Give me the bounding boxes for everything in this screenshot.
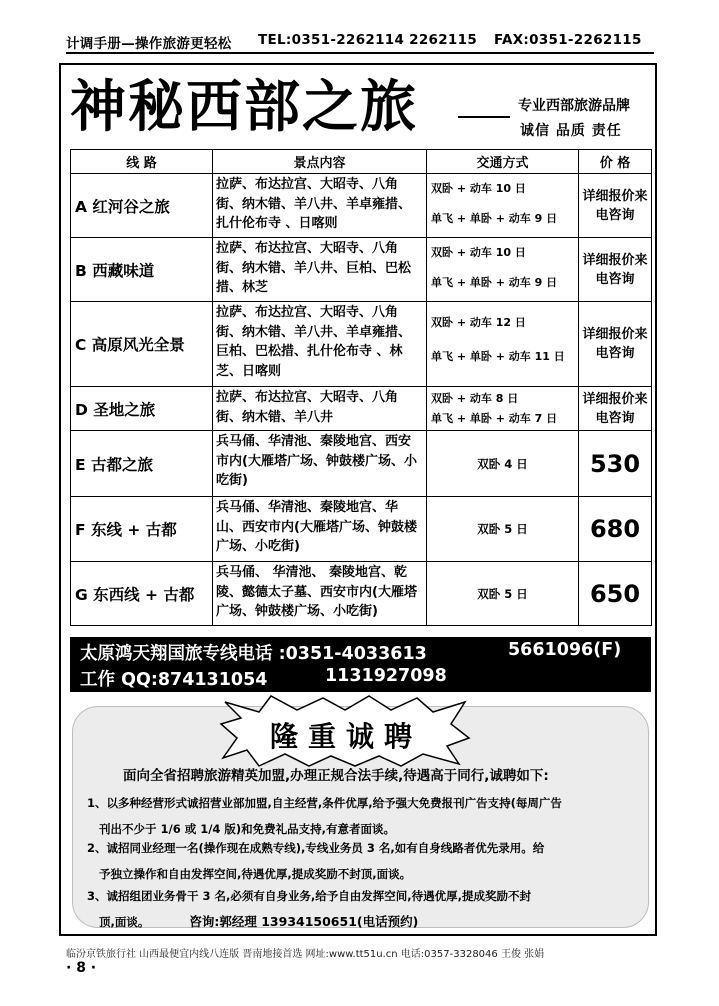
price-text: 详细报价来电咨询 xyxy=(582,327,648,361)
transport-option-1: 双卧 + 动车 10 日 xyxy=(431,182,526,195)
route-transport: 双卧 5 日 xyxy=(427,497,579,562)
page-header xyxy=(66,32,654,54)
route-price xyxy=(579,238,652,302)
route-name: D 圣地之旅 xyxy=(71,387,213,431)
header-divider xyxy=(66,52,654,54)
col-header-price: 价 格 xyxy=(579,150,652,174)
table-row xyxy=(71,562,652,626)
brand-slogan-1: 专业西部旅游品牌 xyxy=(518,98,630,114)
route-spots: 拉萨、布达拉宫、大昭寺、八角街、纳木错、羊八井、羊卓雍措、巨柏、巴松措、扎什伦布寺 、林芝、日喀则 xyxy=(213,302,427,387)
route-spots: 兵马俑、 华清池、 秦陵地宫、乾陵、懿德太子墓、西安市内(大雁塔广场、钟鼓楼广场、小吃街) xyxy=(213,562,427,626)
route-name: F 东线 + 古都 xyxy=(71,497,213,562)
hotline-qq-2: 1131927098 xyxy=(325,666,447,686)
table-row xyxy=(71,387,652,431)
transport-option-1: 双卧 + 动车 8 日 xyxy=(431,392,519,405)
route-spots: 兵马俑、华清池、秦陵地宫、华山、西安市内(大雁塔广场、钟鼓楼广场、小吃街) xyxy=(213,497,427,562)
price-number: 530 xyxy=(589,449,641,478)
table-row xyxy=(71,302,652,387)
table-header-row xyxy=(71,150,652,174)
route-transport xyxy=(427,387,579,431)
recruit-item-line: 予独立操作和自由发挥空间,待遇优厚,提成奖励不封顶,面谈。 xyxy=(99,867,412,881)
table-row xyxy=(71,238,652,302)
hotline-phone: 太原鸿天翔国旅专线电话 :0351-4033613 xyxy=(80,644,427,664)
transport-option-2: 单飞 + 单卧 + 动车 7 日 xyxy=(431,412,558,425)
transport-option-2: 单飞 + 单卧 + 动车 9 日 xyxy=(431,212,558,225)
transport-option-2: 单飞 + 单卧 + 动车 9 日 xyxy=(431,276,558,289)
route-transport: 双卧 4 日 xyxy=(427,431,579,497)
route-name: E 古都之旅 xyxy=(71,431,213,497)
brand-slogan-2: 诚信 品质 责任 xyxy=(520,123,622,139)
route-name: G 东西线 + 古都 xyxy=(71,562,213,626)
route-spots: 兵马俑、华清池、秦陵地宫、西安市内(大雁塔广场、钟鼓楼广场、小吃街) xyxy=(213,431,427,497)
route-name: A 红河谷之旅 xyxy=(71,174,213,238)
hotline-banner xyxy=(70,637,651,692)
routes-table xyxy=(70,149,652,626)
recruit-item-line: 1、以多种经营形式诚招营业部加盟,自主经营,条件优厚,给予强大免费报刊广告支持(每周广告 xyxy=(87,796,562,810)
recruit-item-line: 3、诚招组团业务骨干 3 名,必须有自身业务,给予自由发挥空间,待遇优厚,提成奖励不封 xyxy=(87,889,531,903)
route-transport xyxy=(427,174,579,238)
route-name: B 西藏味道 xyxy=(71,238,213,302)
route-price xyxy=(579,431,652,497)
recruit-item-3 xyxy=(87,883,531,935)
recruit-title: 隆重诚聘 xyxy=(269,720,422,753)
transport-option-1: 双卧 + 动车 12 日 xyxy=(431,316,526,329)
hotline-qq: 工作 QQ:874131054 xyxy=(80,670,268,690)
recruit-intro: 面向全省招聘旅游精英加盟,办理正规合法手续,待遇高于同行,诚聘如下: xyxy=(123,768,549,784)
route-price xyxy=(579,174,652,238)
price-text: 详细报价来电咨询 xyxy=(582,391,648,426)
col-header-spots: 景点内容 xyxy=(213,150,427,174)
recruit-contact: 咨询:郭经理 13934150651(电话预约) xyxy=(189,914,419,929)
header-tel: TEL:0351-2262114 2262115 xyxy=(258,32,478,48)
transport-option-1: 双卧 + 动车 10 日 xyxy=(431,246,526,259)
route-name: C 高原风光全景 xyxy=(71,302,213,387)
route-transport xyxy=(427,238,579,302)
price-number: 680 xyxy=(589,515,641,543)
title-dash xyxy=(458,116,510,118)
route-spots: 拉萨、布达拉宫、大昭寺、八角街、纳木错、羊八井、羊卓雍措、扎什伦布寺 、日喀则 xyxy=(213,174,427,238)
recruit-item-line: 2、诚招同业经理一名(操作现在成熟专线),专线业务员 3 名,如有自身线路者优先录用。给 xyxy=(87,841,545,855)
recruit-item-2 xyxy=(87,835,544,887)
header-title: 计调手册—操作旅游更轻松 xyxy=(66,36,232,52)
recruit-item-line xyxy=(87,909,531,935)
route-spots: 拉萨、布达拉宫、大昭寺、八角街、纳木错、羊八井 xyxy=(213,387,427,431)
brand-title: 神秘西部之旅 xyxy=(70,74,418,140)
route-transport: 双卧 5 日 xyxy=(427,562,579,626)
route-price xyxy=(579,562,652,626)
table-row xyxy=(71,174,652,238)
col-header-transport: 交通方式 xyxy=(427,150,579,174)
table-row xyxy=(71,497,652,562)
price-text: 详细报价来电咨询 xyxy=(582,188,648,223)
route-price xyxy=(579,497,652,562)
footer-ad: 临汾京铁旅行社 山西最便宜内线八连版 晋南地接首选 网址:www.tt51u.cn 电话:0357-3328046 王俊 张娟 xyxy=(66,949,545,960)
route-price xyxy=(579,387,652,431)
transport-option-2: 单飞 + 单卧 + 动车 11 日 xyxy=(431,350,565,363)
col-header-route: 线 路 xyxy=(71,150,213,174)
header-fax: FAX:0351-2262115 xyxy=(494,32,642,48)
table-row xyxy=(71,431,652,497)
recruit-item-line-text: 顶,面谈。 xyxy=(99,915,150,929)
route-spots: 拉萨、布达拉宫、大昭寺、八角街、纳木错、羊八井、巨柏、巴松措、林芝 xyxy=(213,238,427,302)
route-price xyxy=(579,302,652,387)
route-transport xyxy=(427,302,579,387)
page-number: · 8 · xyxy=(66,960,97,976)
hotline-fax: 5661096(F) xyxy=(508,640,622,660)
recruit-item-line: 刊出不少于 1/6 或 1/4 版)和免费礼品支持,有意者面谈。 xyxy=(99,822,396,836)
price-text: 详细报价来电咨询 xyxy=(582,252,648,287)
price-number: 650 xyxy=(589,579,641,608)
